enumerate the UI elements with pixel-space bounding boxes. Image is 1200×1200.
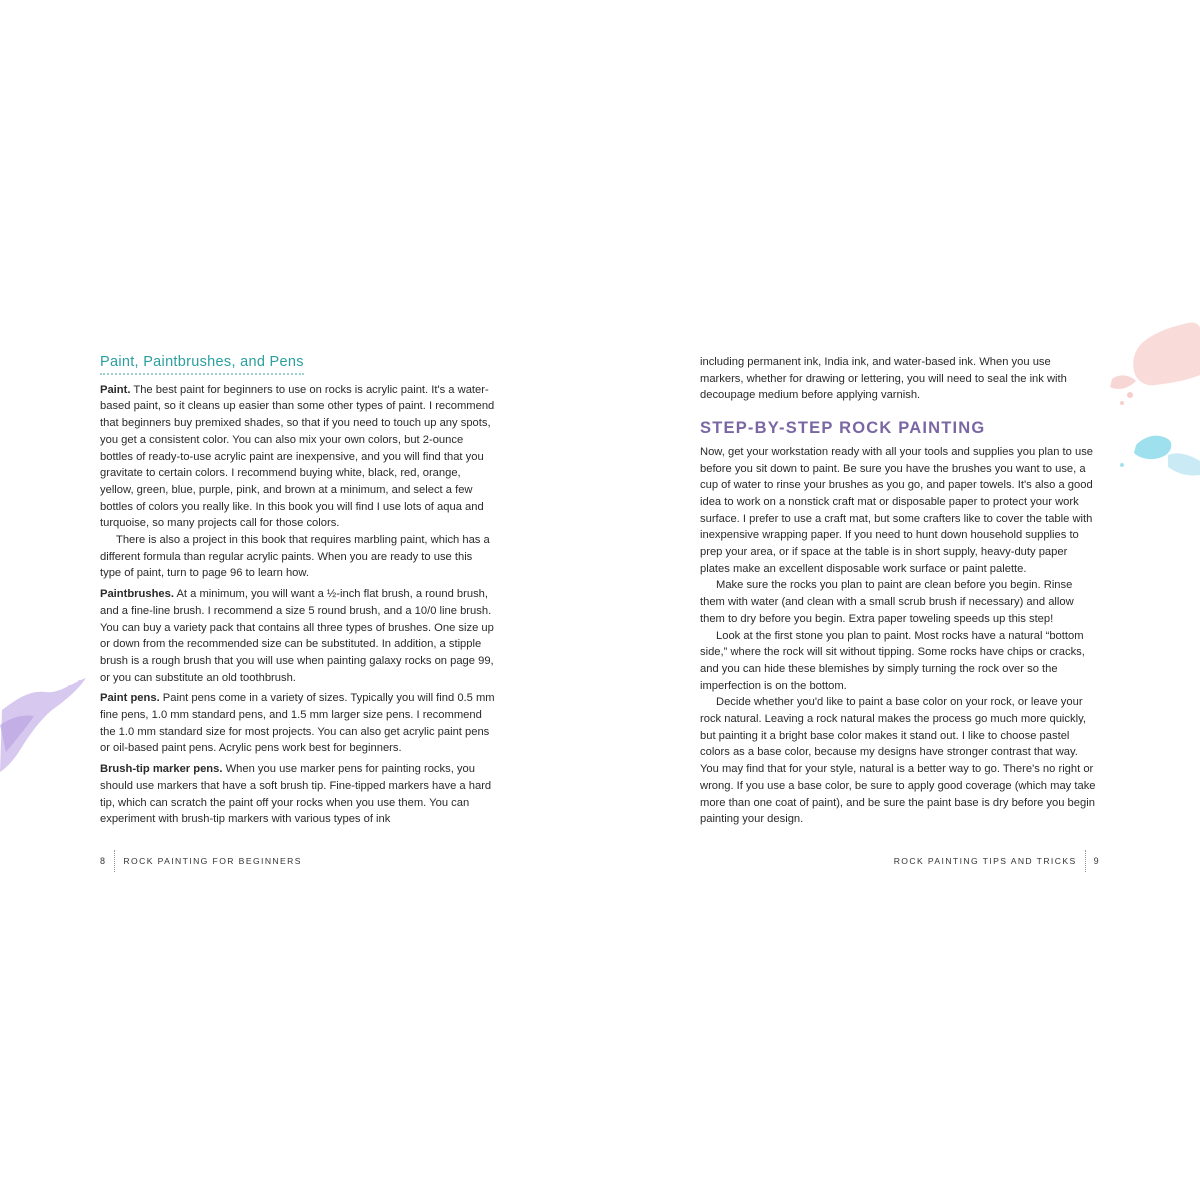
paintbrushes-term: Paintbrushes. — [100, 588, 174, 601]
right-footer — [894, 850, 1100, 872]
body-paragraph: Look at the first stone you plan to paint. Most rocks have a natural “bottom side,” where the rock will sit without tipping. Some rocks have chips or cracks, and you can hide these blemishes by simply turning the rock over so the imperfection is on the bottom. — [700, 629, 1085, 692]
body-paragraph: Make sure the rocks you plan to paint are clean before you begin. Rinse them with water (and clean with a small scrub brush if necessary) and allow them to dry before you begin. Extra paper toweling speeds up this step! — [700, 579, 1074, 625]
marbling-paragraph: There is also a project in this book that requires marbling paint, which has a different formula than regular acrylic paints. When you are ready to use this type of paint, turn to page 96 to learn how. — [100, 534, 490, 580]
section-heading: Paint, Paintbrushes, and Pens — [100, 354, 304, 375]
continuation-paragraph: including permanent ink, India ink, and water-based ink. When you use markers, whether for drawing or lettering, you will need to seal the ink with decoupage medium before applying varnish. — [700, 356, 1067, 402]
footer-divider — [1085, 850, 1086, 872]
paintbrushes-paragraph — [100, 586, 495, 686]
paint-paragraph — [100, 382, 495, 532]
section-heading: STEP-BY-STEP ROCK PAINTING — [700, 419, 986, 438]
body-paragraph: Now, get your workstation ready with all your tools and supplies you plan to use before you sit down to paint. Be sure you have the brushes you want to use, a cup of water to rinse your brushes as you go, and paper towels. It's also a good idea to work on a nonstick craft mat or disposable paper to protect your work surface. I prefer to use a craft mat, but some crafters like to cover the table with inexpensive wrapping paper. If you need to hunt down household supplies to prep your area, or if space at the table is in short supply, heavy-duty paper plates make an excellent disposable work surface or paint palette. — [700, 445, 1094, 575]
paint-pens-paragraph — [100, 690, 495, 757]
paint-pens-text: Paint pens come in a variety of sizes. Typically you will find 0.5 mm fine pens, 1.0 mm standard pens, and 1.5 mm larger size pens. I recommend the 1.0 mm standard size for most projects. You can also get acrylic paint pens or oil-based paint pens. Acrylic pens work best for beginners. — [100, 692, 495, 755]
marker-pens-text: When you use marker pens for painting rocks, you should use markers that have a soft brush tip. Fine-tipped markers have a hard tip, which can scratch the paint off your rocks when you use them. You can experiment with brush-tip markers with various types of ink — [100, 763, 492, 826]
paint-term: Paint. — [100, 383, 131, 396]
watercolor-splash-purple — [0, 670, 95, 775]
running-title: ROCK PAINTING TIPS AND TRICKS — [893, 856, 1077, 866]
right-column — [700, 354, 1097, 828]
marker-pens-paragraph — [100, 761, 495, 828]
paintbrushes-text: At a minimum, you will want a ½-inch flat brush, a round brush, and a fine-line brush. I recommend a size 5 round brush, and a 10/0 line brush. You can buy a variety pack that contains all three types of brushes. One size up or down from the recommended size can be substituted. In addition, a stipple brush is a rough brush that you will use when painting galaxy rocks on page 99, or you can substitute an old toothbrush. — [100, 588, 494, 684]
page-number: 8 — [100, 856, 107, 866]
paint-pens-term: Paint pens. — [100, 692, 160, 705]
footer-divider — [114, 850, 115, 872]
body-paragraph: Decide whether you'd like to paint a base color on your rock, or leave your rock natural. Leaving a rock natural makes the process go much more quickly, but painting it a bright base color makes it stand out. I like to choose pastel colors as a base color, because my designs have stronger contrast that way. You may find that for your style, natural is a better way to go. There's no right or wrong. If you use a base color, be sure to apply good coverage (which may take more than one coat of paint), and be sure the paint base is dry before you begin painting your design. — [700, 696, 1096, 826]
marker-pens-term: Brush-tip marker pens. — [100, 763, 223, 776]
watercolor-splash-pink — [1100, 315, 1200, 415]
paint-text: The best paint for beginners to use on rocks is acrylic paint. It's a water-based paint, so it cleans up easier than some other types of paint. I recommend that beginners buy premixed shades, so that if you need to touch up any spots, you get a consistent color. You can also mix your own colors, but 2-ounce bottles of ready-to-use acrylic paint are inexpensive, and you will find that you gravitate to certain colors. I recommend buying white, black, red, orange, yellow, green, blue, purple, pink, and brown at a minimum, and select a few bottles of colors you really like. In this book you will find I use lots of aqua and turquoise, so many projects call for those colors. — [100, 383, 495, 530]
left-column — [100, 354, 495, 828]
left-footer — [100, 850, 302, 872]
right-page — [600, 0, 1200, 1200]
page-number: 9 — [1093, 856, 1100, 866]
watercolor-splash-blue — [1112, 425, 1200, 485]
running-title: ROCK PAINTING FOR BEGINNERS — [123, 856, 302, 866]
